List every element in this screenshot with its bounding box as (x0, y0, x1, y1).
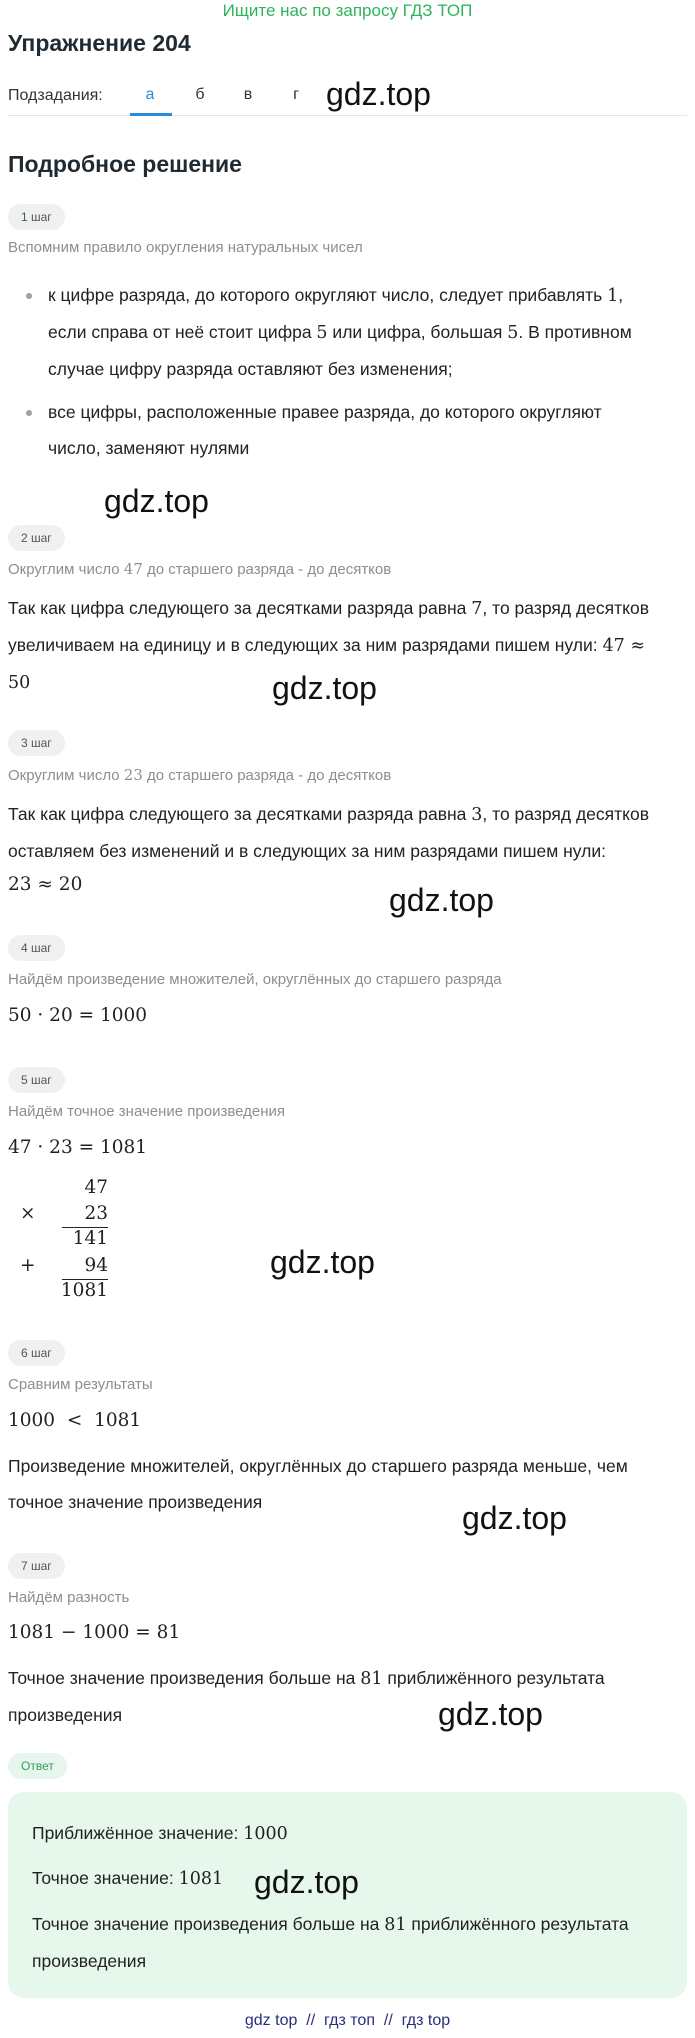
step-badge: 7 шаг (8, 1553, 65, 1579)
solution-title: Подробное решение (8, 151, 242, 177)
math-expression: 23 ≈ 20 (8, 874, 83, 895)
math-expression: 1081 − 1000 = 81 (8, 1622, 181, 1643)
tab-subtask-b[interactable]: б (195, 86, 205, 103)
answer-conclusion: Точное значение произведения больше на 81 приближённого результата произведения (32, 1914, 629, 1971)
subtasks-label: Подзадания: (8, 87, 103, 104)
step-caption: Округлим число 23 до старшего разряда - до десятков (8, 766, 392, 784)
step-badge: 5 шаг (8, 1067, 65, 1093)
step-caption: Вспомним правило округления натуральных чисел (8, 239, 363, 256)
partial-product: 94 (84, 1255, 108, 1276)
step-caption: Округлим число 47 до старшего разряда - до десятков (8, 560, 392, 578)
answer-badge: Ответ (8, 1753, 67, 1779)
product-result: 1081 (60, 1280, 108, 1301)
exercise-title: Упражнение 204 (8, 30, 191, 56)
times-sign: × (20, 1203, 36, 1224)
step-caption: Найдём разность (8, 1589, 130, 1606)
rule-bullet-2: все цифры, расположенные правее разряда, до которого округляют число, заменяют нулями (48, 402, 602, 458)
bullet-dot (26, 293, 32, 299)
step-text: Точное значение произведения больше на 81 приближённого результата произведения (8, 1668, 605, 1725)
top-banner-link[interactable]: Ищите нас по запросу ГДЗ ТОП (222, 1, 473, 20)
plus-sign: + (20, 1255, 36, 1276)
watermark: gdz.top (270, 1244, 375, 1280)
tab-subtask-v[interactable]: в (243, 86, 253, 103)
step-text: Так как цифра следующего за десятками разряда равна 3, то разряд десятков оставляем без изменений и в следующих за ним разрядами пишем нули: (8, 804, 650, 861)
watermark: gdz.top (104, 483, 209, 519)
rule-bullet-1: к цифре разряда, до которого округляют число, следует прибавлять 1, если справа от неё стоит цифра 5 или цифра, большая 5. В противном случае цифру разряда оставляют без изменения; (48, 285, 632, 379)
multiplier: 23 (84, 1203, 108, 1224)
watermark: gdz.top (389, 882, 494, 918)
step-badge: 1 шаг (8, 204, 65, 230)
active-tab-indicator (130, 113, 172, 116)
column-multiplication (8, 1175, 108, 1315)
step-badge: 2 шаг (8, 525, 65, 551)
step-caption: Найдём точное значение произведения (8, 1103, 286, 1120)
watermark: gdz.top (326, 76, 431, 112)
math-expression: 47 · 23 = 1081 (8, 1137, 148, 1158)
bullet-dot (26, 410, 32, 416)
answer-approx: Приближённое значение: 1000 (32, 1823, 288, 1844)
step-badge: 6 шаг (8, 1340, 65, 1366)
step-badge: 3 шаг (8, 730, 65, 756)
watermark: gdz.top (272, 670, 377, 706)
step-text: Произведение множителей, округлённых до старшего разряда меньше, чем точное значение произведения (8, 1456, 628, 1512)
watermark: gdz.top (438, 1696, 543, 1732)
step-badge: 4 шаг (8, 935, 65, 961)
math-expression: 50 · 20 = 1000 (8, 1005, 148, 1026)
tab-subtask-g[interactable]: г (293, 86, 299, 103)
tabs-divider (8, 115, 687, 116)
multiplicand: 47 (84, 1177, 108, 1198)
partial-product: 141 (72, 1228, 108, 1249)
tab-subtask-a[interactable]: а (145, 86, 155, 103)
step-text: Так как цифра следующего за десятками разряда равна 7, то разряд десятков увеличиваем на единицу и в следующих за ним разрядами пишем нули: 47 ≈ 50 (8, 598, 650, 693)
answer-exact: Точное значение: 1081 (32, 1868, 224, 1889)
step-caption: Сравним результаты (8, 1376, 153, 1393)
math-expression: 1000 < 1081 (8, 1410, 142, 1431)
step-caption: Найдём произведение множителей, округлённых до старшего разряда (8, 971, 502, 988)
footer-links[interactable]: gdz top // гдз топ // гдз top (244, 2012, 451, 2029)
watermark: gdz.top (462, 1500, 567, 1536)
watermark: gdz.top (254, 1864, 359, 1900)
